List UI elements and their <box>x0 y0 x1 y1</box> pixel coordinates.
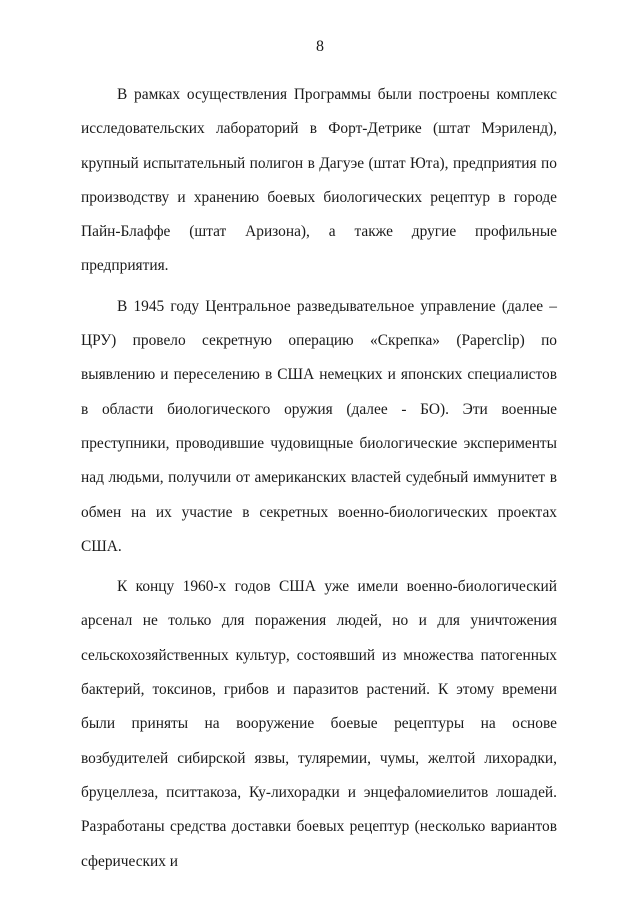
document-body <box>81 78 557 879</box>
page-number: 8 <box>316 38 324 55</box>
paragraph-bioweapons-arsenal: К концу 1960-х годов США уже имели военно-биологический арсенал не только для поражения людей, но и для уничтожения сельскохозяйственных культур, состоявший из множества патогенных бактерий, токсинов, грибов и паразитов растений. К этому времени были приняты на вооружение боевые рецептуры на основе возбудителей сибирской язвы, туляремии, чумы, желтой лихорадки, бруцеллеза, пситтакоза, Ку-лихорадки и энцефаломиелитов лошадей. Разработаны средства доставки боевых рецептур (несколько вариантов сферических и <box>81 578 557 870</box>
paragraph-operation-paperclip: В 1945 году Центральное разведывательное управление (далее – ЦРУ) провело секретную операцию «Скрепка» (Paperclip) по выявлению и переселению в США немецких и японских специалистов в области биологического оружия (далее - БО). Эти военные преступники, проводившие чудовищные биологические эксперименты над людьми, получили от американских властей судебный иммунитет в обмен на их участие в секретных военно-биологических проектах США. <box>81 297 557 555</box>
paragraph-program-facilities: В рамках осуществления Программы были построены комплекс исследовательских лабораторий в Форт-Детрике (штат Мэриленд), крупный испытательный полигон в Дагуэе (штат Юта), предприятия по производству и хранению боевых биологических рецептур в городе Пайн-Блаффе (штат Аризона), а также другие профильные предприятия. <box>81 86 557 275</box>
